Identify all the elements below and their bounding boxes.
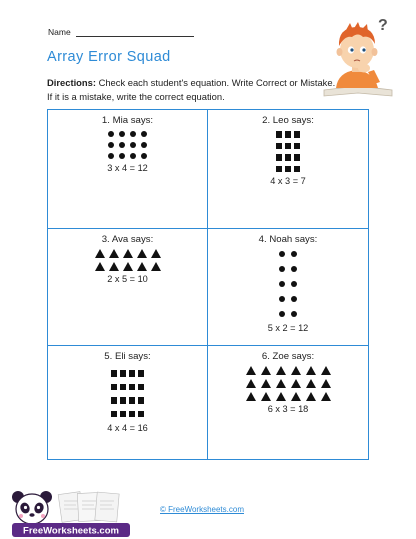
dot-icon [141,153,147,159]
dot-icon [130,131,136,137]
problem-cell-1[interactable] [48,110,208,229]
square-icon [276,143,283,150]
triangle-icon [306,379,316,388]
square-icon [276,154,283,161]
svg-text:?: ? [378,17,388,34]
dot-icon [291,311,297,317]
square-icon [120,397,127,404]
array-3 [48,249,207,271]
dot-icon [130,153,136,159]
square-icon [111,370,118,377]
triangle-icon [246,379,256,388]
problem-grid [47,109,369,460]
square-icon [120,384,127,391]
dot-icon [291,266,297,272]
triangle-icon [276,392,286,401]
triangle-icon [261,379,271,388]
triangle-icon [109,262,119,271]
problem-2-equation: 4 x 3 = 7 [270,176,306,186]
directions-label: Directions: [47,77,96,88]
dot-icon [279,281,285,287]
logo-text: FreeWorksheets.com [23,525,119,537]
directions-text: Check each student's equation. Write Correct or Mistake. If it is a mistake, write the correct equation. [47,77,336,102]
problem-6-equation: 6 x 3 = 18 [267,404,309,414]
square-icon [138,384,145,391]
square-icon [138,411,145,418]
square-icon [276,166,283,173]
worksheet-title: Array Error Squad [47,49,171,65]
dot-icon [279,296,285,302]
square-icon [285,131,292,138]
problem-6-label: 6. Zoe says: [261,351,315,362]
square-icon [120,411,127,418]
array-6 [208,366,368,401]
directions [47,76,339,104]
problem-4-equation: 5 x 2 = 12 [267,323,309,333]
square-icon [276,131,283,138]
problem-2-label: 2. Leo says: [262,115,314,126]
dot-icon [279,251,285,257]
square-icon [129,411,136,418]
dot-icon [279,266,285,272]
triangle-icon [123,249,133,258]
dot-icon [130,142,136,148]
triangle-icon [123,262,133,271]
square-icon [111,397,118,404]
name-field [48,27,194,37]
triangle-icon [321,392,331,401]
problem-3-equation: 2 x 5 = 10 [107,274,148,284]
square-icon [294,166,301,173]
triangle-icon [321,366,331,375]
square-icon [111,384,118,391]
site-logo [8,485,138,539]
square-icon [285,154,292,161]
square-icon [129,370,136,377]
square-icon [294,143,301,150]
triangle-icon [261,392,271,401]
dot-icon [291,251,297,257]
triangle-icon [291,379,301,388]
square-icon [285,166,292,173]
triangle-icon [137,249,147,258]
problem-5-equation: 4 x 4 = 16 [107,423,148,433]
array-2 [208,131,368,172]
triangle-icon [276,379,286,388]
dot-icon [291,296,297,302]
triangle-icon [306,366,316,375]
square-icon [129,384,136,391]
square-icon [294,154,301,161]
square-icon [285,143,292,150]
problem-cell-2[interactable] [208,110,368,229]
footer-link[interactable]: © FreeWorksheets.com [160,505,244,514]
triangle-icon [306,392,316,401]
array-4 [208,251,368,317]
square-icon [129,397,136,404]
name-label: Name [48,27,71,37]
dot-icon [119,142,125,148]
array-1 [48,131,207,159]
triangle-icon [151,262,161,271]
dot-icon [141,142,147,148]
triangle-icon [276,366,286,375]
dot-icon [108,142,114,148]
problem-cell-3[interactable] [48,229,208,346]
problem-4-label: 4. Noah says: [258,234,318,245]
problem-1-label: 1. Mia says: [101,115,154,126]
triangle-icon [291,366,301,375]
triangle-icon [321,379,331,388]
problem-3-label: 3. Ava says: [101,234,154,245]
dot-icon [141,131,147,137]
triangle-icon [291,392,301,401]
array-5 [48,370,207,417]
triangle-icon [137,262,147,271]
square-icon [120,370,127,377]
square-icon [138,370,145,377]
problem-1-equation: 3 x 4 = 12 [107,163,148,173]
triangle-icon [246,366,256,375]
square-icon [294,131,301,138]
triangle-icon [109,249,119,258]
dot-icon [279,311,285,317]
triangle-icon [151,249,161,258]
dot-icon [108,131,114,137]
problem-cell-4[interactable] [208,229,368,346]
square-icon [138,397,145,404]
problem-cell-5[interactable] [48,346,208,459]
dot-icon [119,153,125,159]
dot-icon [108,153,114,159]
dot-icon [119,131,125,137]
problem-cell-6[interactable] [208,346,368,459]
dot-icon [291,281,297,287]
triangle-icon [95,249,105,258]
square-icon [111,411,118,418]
problem-5-label: 5. Eli says: [104,351,151,362]
triangle-icon [95,262,105,271]
triangle-icon [246,392,256,401]
triangle-icon [261,366,271,375]
name-line[interactable] [76,28,194,37]
